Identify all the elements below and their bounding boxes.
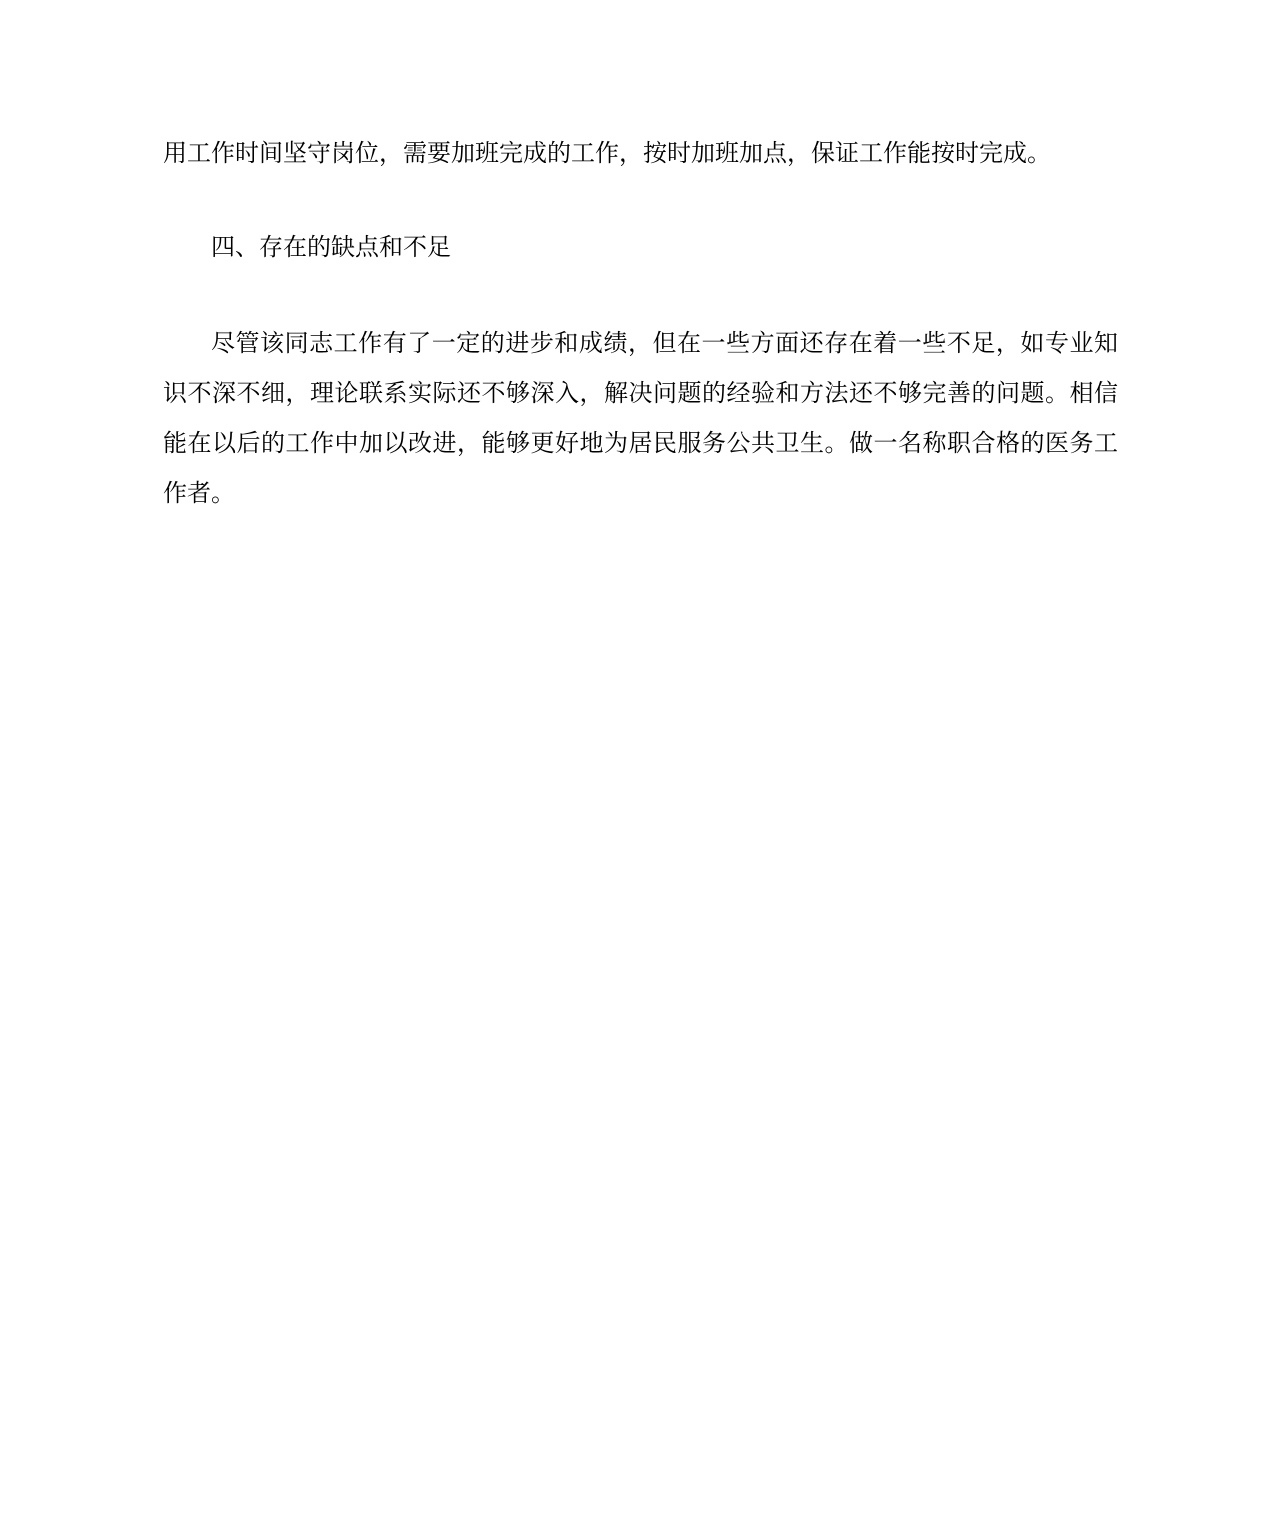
section-heading: 四、存在的缺点和不足 <box>211 233 451 261</box>
body-paragraph: 尽管该同志工作有了一定的进步和成绩，但在一些方面还存在着一些不足，如专业知识不深不细，理论联系实际还不够深入，解决问题的经验和方法还不够完善的问题。相信能在以后的工作中加以改进，能够更好地为居民服务公共卫生。做一名称职合格的医务工作者。 <box>163 329 1118 507</box>
body-paragraph: 用工作时间坚守岗位，需要加班完成的工作，按时加班加点，保证工作能按时完成。 <box>163 139 1051 167</box>
